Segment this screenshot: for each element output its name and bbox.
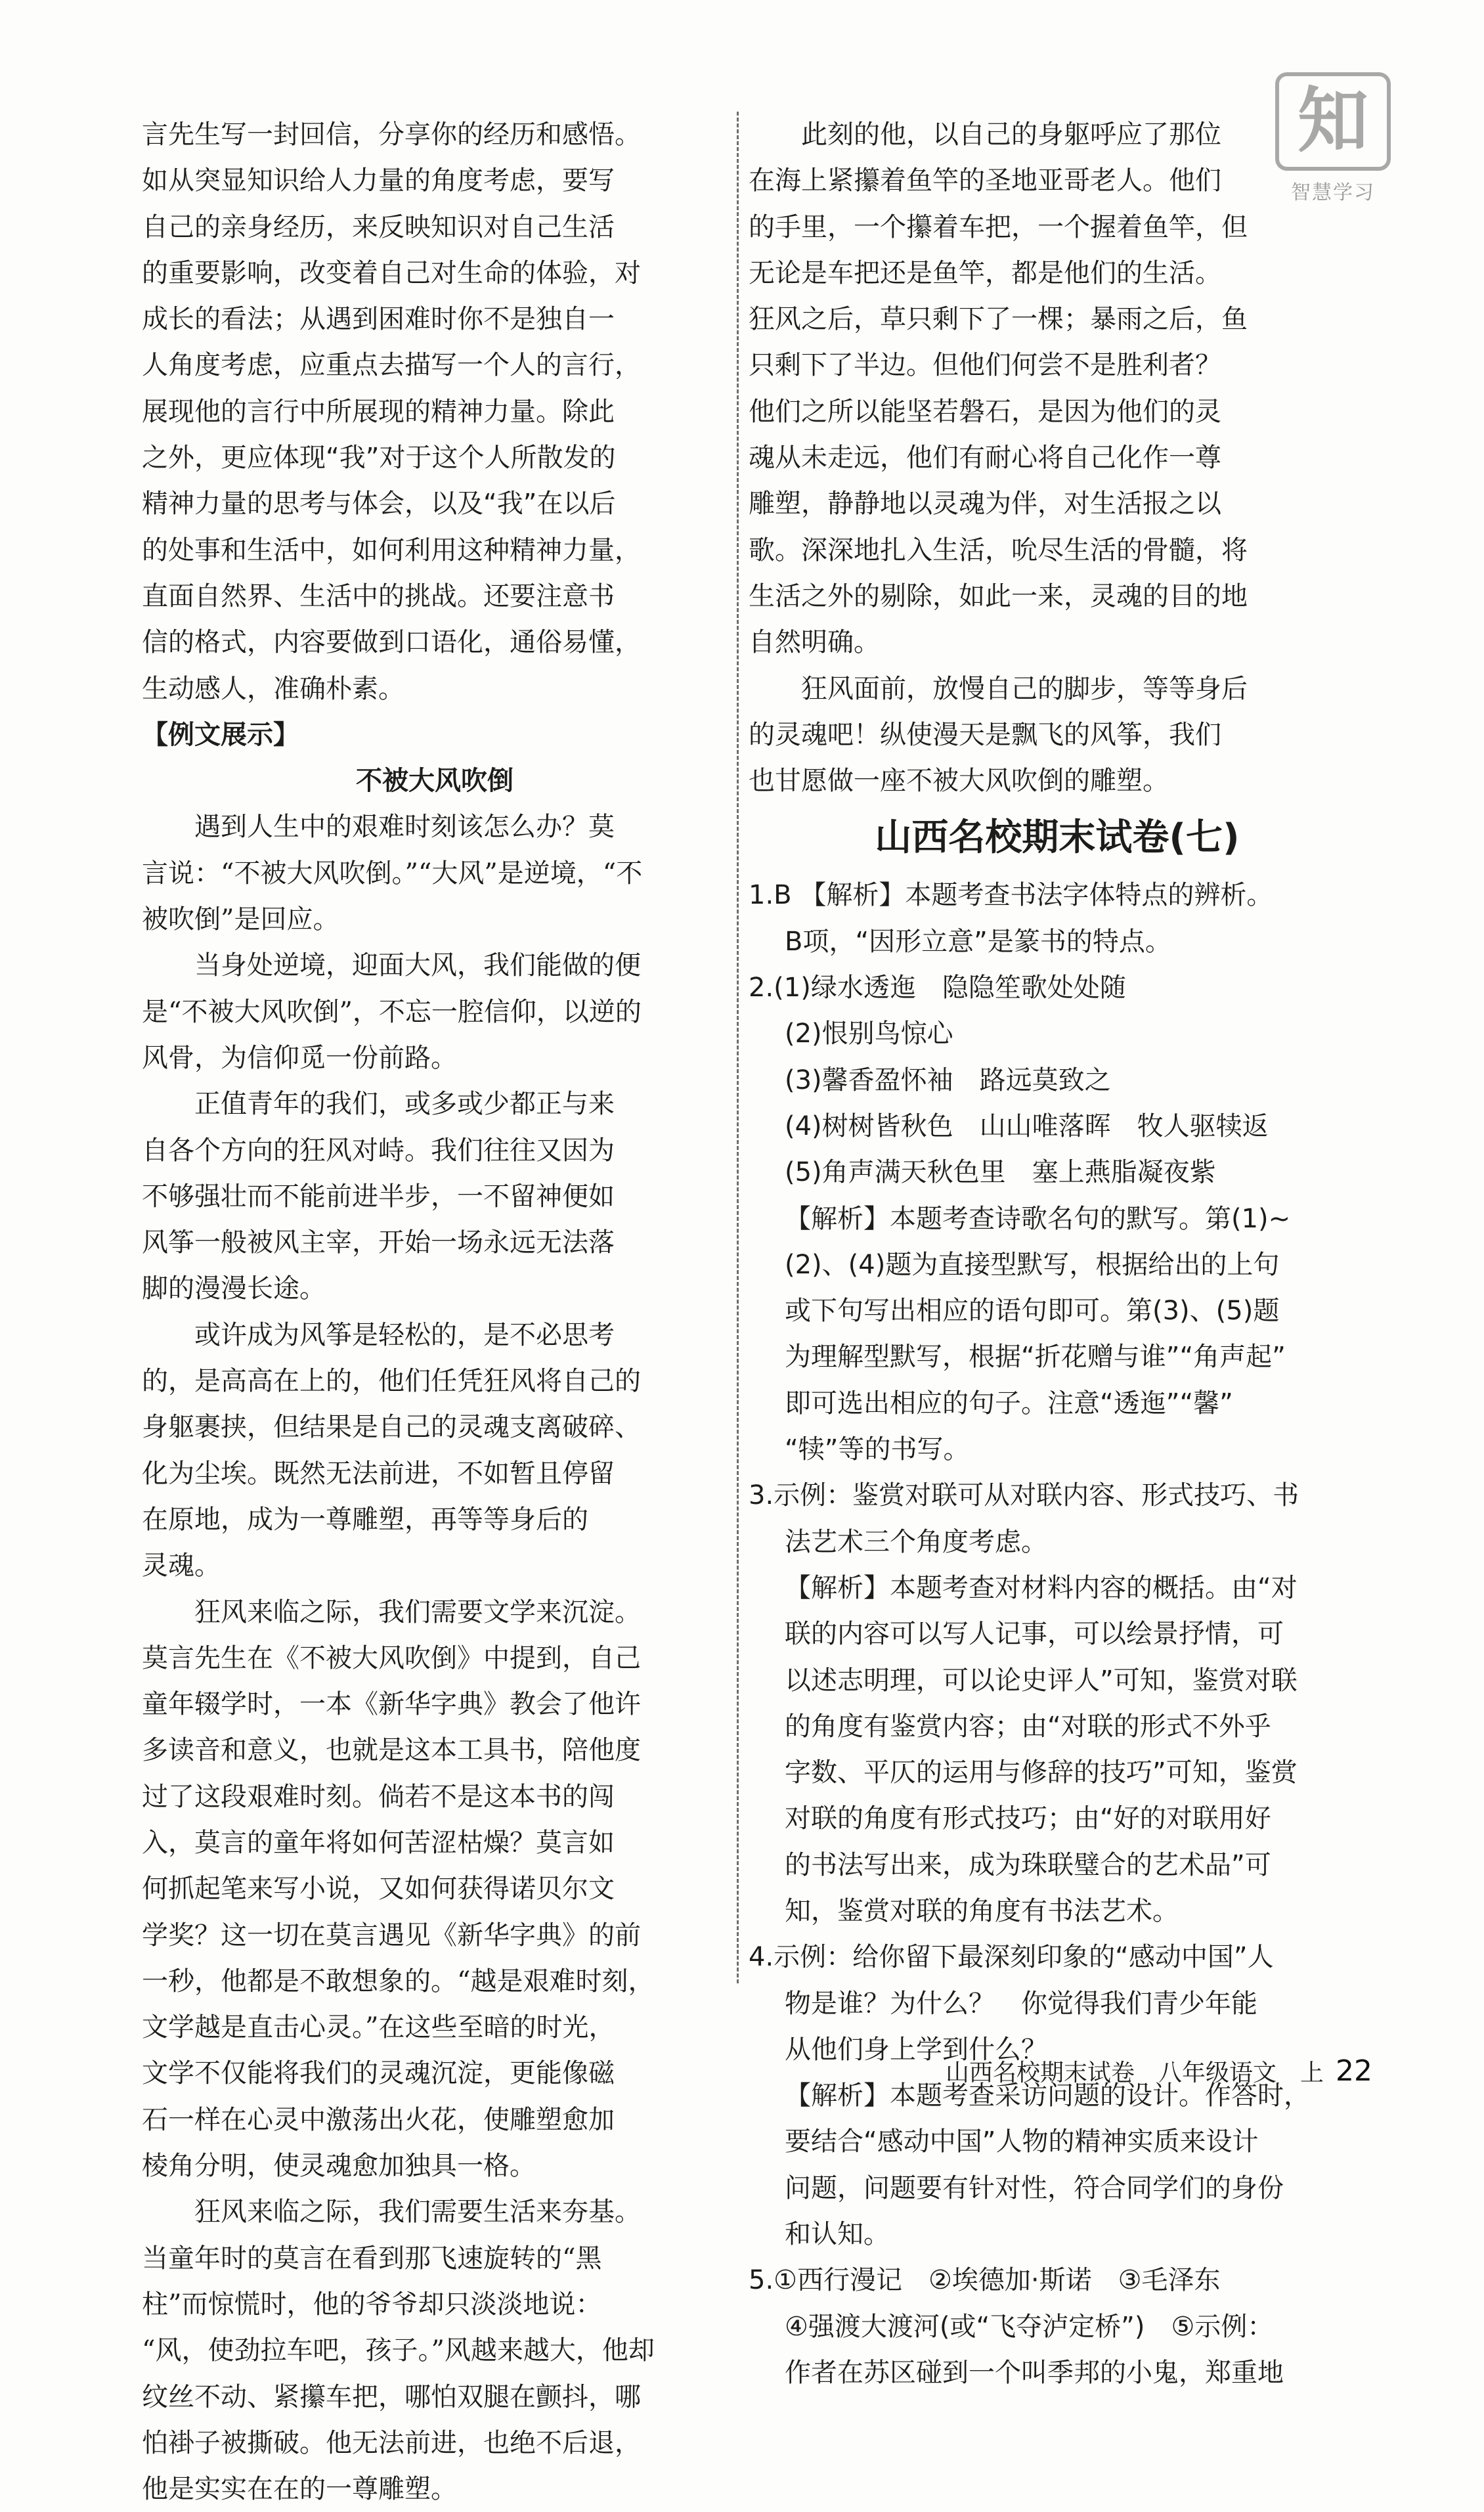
answer-line: 知，鉴赏对联的角度有书法艺术。: [785, 1895, 1179, 1926]
essay-line: 文学不仅能将我们的灵魂沉淀，更能像磁: [142, 2058, 615, 2089]
answer-line: (2)恨别鸟惊心: [785, 1019, 953, 1049]
essay-line: 被吹倒”是回应。: [142, 904, 339, 935]
essay-line: 言说：“不被大风吹倒。”“大风”是逆境，“不: [142, 858, 643, 889]
answer-line: B项，“因形立意”是篆书的特点。: [785, 926, 1171, 957]
intro-line: 之外，更应体现“我”对于这个人所散发的: [142, 443, 616, 474]
answer-line: 2.(1)绿水透迤 隐隐笙歌处处随: [749, 973, 1126, 1003]
intro-line: 的重要影响，改变着自己对生命的体验，对: [142, 257, 641, 288]
essay-line: 当身处逆境，迎面大风，我们能做的便: [194, 950, 641, 981]
intro-line: 展现他的言行中所展现的精神力量。除此: [142, 396, 615, 427]
essay-line: 的手里，一个攥着车把，一个握着鱼竿，但: [749, 211, 1248, 242]
answer-line: (5)角声满天秋色里 塞上燕脂凝夜紫: [785, 1157, 1216, 1188]
essay-line: 狂风之后，草只剩下了一棵；暴雨之后，鱼: [749, 304, 1248, 335]
exam-title: 山西名校期末试卷(七): [875, 816, 1240, 860]
essay-line: 脚的漫漫长途。: [142, 1273, 326, 1304]
essay-line: 正值青年的我们，或多或少都正与来: [194, 1089, 615, 1120]
intro-line: 言先生写一封回信，分享你的经历和感悟。: [142, 120, 641, 150]
intro-line: 人角度考虑，应重点去描写一个人的言行，: [142, 350, 641, 381]
essay-line: 莫言先生在《不被大风吹倒》中提到，自己: [142, 1642, 641, 1673]
essay-line: 棱角分明，使灵魂愈加独具一格。: [142, 2151, 536, 2182]
essay-line: 狂风来临之际，我们需要文学来沉淀。: [194, 1597, 641, 1627]
essay-line: 在海上紧攥着鱼竿的圣地亚哥老人。他们: [749, 165, 1221, 196]
essay-line: 入，莫言的童年将如何苦涩枯燥？莫言如: [142, 1827, 615, 1858]
essay-line: 身躯裹挟，但结果是自己的灵魂支离破碎、: [142, 1412, 641, 1443]
answer-line: (4)树树皆秋色 山山唯落晖 牧人驱犊返: [785, 1111, 1269, 1141]
essay-title: 不被大风吹倒: [356, 766, 513, 797]
intro-line: 自己的亲身经历，来反映知识对自己生活: [142, 211, 615, 242]
essay-line: 灵魂。: [142, 1551, 221, 1581]
essay-line: 当童年时的莫言在看到那飞速旋转的“黑: [142, 2243, 602, 2274]
answer-line: 要结合“感动中国”人物的精神实质来设计: [785, 2126, 1259, 2157]
essay-line: 在原地，成为一尊雕塑，再等等身后的: [142, 1504, 588, 1535]
answer-line: 为理解型默写，根据“折花赠与谁”“角声起”: [785, 1342, 1286, 1373]
essay-line: 化为尘埃。既然无法前进，不如暂且停留: [142, 1458, 615, 1489]
essay-line: 文学越是直击心灵。”在这些至暗的时光，: [142, 2012, 615, 2043]
essay-line: 不够强壮而不能前进半步，一不留神便如: [142, 1181, 615, 1212]
essay-line: 风骨，为信仰觅一份前路。: [142, 1042, 457, 1073]
essay-line: 风筝一般被风主宰，开始一场永远无法落: [142, 1227, 615, 1258]
answer-line: 作者在苏区碰到一个叫季邦的小鬼，郑重地: [785, 2357, 1284, 2388]
answer-line: “犊”等的书写。: [785, 1434, 970, 1465]
answer-line: 5.①西行漫记 ②埃德加·斯诺 ③毛泽东: [749, 2265, 1221, 2296]
answer-line: 4.示例：给你留下最深刻印象的“感动中国”人: [749, 1942, 1274, 1973]
footer-text: 山西名校期末试卷 八年级语文 上: [946, 2060, 1324, 2086]
essay-line: 怕褂子被撕破。他无法前进，也绝不后退，: [142, 2427, 641, 2458]
answer-line: 问题，问题要有针对性，符合同学们的身份: [785, 2172, 1284, 2203]
essay-line: 纹丝不动、紧攥车把，哪怕双腿在颤抖，哪: [142, 2381, 641, 2412]
essay-line: 他们之所以能坚若磐石，是因为他们的灵: [749, 396, 1221, 427]
page-footer: [946, 2052, 1379, 2091]
intro-line: 精神力量的思考与体会，以及“我”在以后: [142, 489, 616, 519]
answer-line: 的书法写出来，成为珠联璧合的艺术品”可: [785, 1849, 1271, 1880]
essay-line: 也甘愿做一座不被大风吹倒的雕塑。: [749, 766, 1169, 797]
essay-line: 一秒，他都是不敢想象的。“越是艰难时刻，: [142, 1966, 655, 1996]
intro-line: 信的格式，内容要做到口语化，通俗易懂，: [142, 627, 641, 658]
answer-line: 【解析】本题考查对材料内容的概括。由“对: [785, 1572, 1298, 1603]
answer-line: 【解析】本题考查采访问题的设计。作答时，: [785, 2081, 1310, 2111]
essay-line: 遇到人生中的艰难时刻该怎么办？莫: [194, 812, 615, 843]
essay-line: 童年辍学时，一本《新华字典》教会了他许: [142, 1689, 641, 1720]
answer-line: (3)馨香盈怀袖 路远莫致之: [785, 1065, 1111, 1095]
essay-line: 狂风来临之际，我们需要生活来夯基。: [194, 2197, 641, 2228]
essay-line: 自然明确。: [749, 627, 880, 658]
answer-line: 从他们身上学到什么？: [785, 2034, 1047, 2065]
answer-line: (2)、(4)题为直接型默写，根据给出的上句: [785, 1249, 1280, 1280]
essay-line: 生活之外的剔除，如此一来，灵魂的目的地: [749, 581, 1248, 611]
essay-line: 石一样在心灵中激荡出火花，使雕塑愈加: [142, 2104, 615, 2135]
answer-line: 法艺术三个角度考虑。: [785, 1526, 1047, 1557]
page-number: 22: [1336, 2054, 1373, 2088]
answer-line: 字数、平仄的运用与修辞的技巧”可知，鉴赏: [785, 1757, 1298, 1788]
essay-line: 的，是高高在上的，他们任凭狂风将自己的: [142, 1366, 641, 1397]
intro-line: 如从突显知识给人力量的角度考虑，要写: [142, 165, 615, 196]
essay-line: 自各个方向的狂风对峙。我们往往又因为: [142, 1135, 615, 1166]
answer-line: 1.B 【解析】本题考查书法字体特点的辨析。: [749, 880, 1273, 911]
essay-line: 的灵魂吧！纵使漫天是飘飞的风筝，我们: [749, 719, 1221, 750]
essay-line: “风，使劲拉车吧，孩子。”风越来越大，他却: [142, 2335, 655, 2366]
essay-line: 过了这段艰难时刻。倘若不是这本书的闯: [142, 1781, 615, 1812]
answer-line: 或下句写出相应的语句即可。第(3)、(5)题: [785, 1296, 1280, 1327]
answer-line: 物是谁？为什么？ 你觉得我们青少年能: [785, 1988, 1257, 2019]
essay-line: 多读音和意义，也就是这本工具书，陪他度: [142, 1735, 641, 1766]
answer-line: 联的内容可以写人记事，可以绘景抒情，可: [785, 1619, 1284, 1650]
essay-line: 狂风面前，放慢自己的脚步，等等身后: [801, 673, 1248, 704]
intro-line: 生动感人，准确朴素。: [142, 673, 404, 704]
essay-line: 学奖？这一切在莫言遇见《新华字典》的前: [142, 1920, 641, 1950]
watermark-caption: 智慧学习: [1291, 181, 1375, 204]
answer-line: 以述志明理，可以论史评人”可知，鉴赏对联: [785, 1665, 1298, 1696]
essay-line: 只剩下了半边。但他们何尝不是胜利者？: [749, 350, 1221, 381]
answer-line: 【解析】本题考查诗歌名句的默写。第(1)~: [785, 1203, 1291, 1234]
left-column: [142, 112, 728, 2512]
essay-line: 歌。深深地扎入生活，吮尽生活的骨髓，将: [749, 535, 1248, 565]
answer-line: ④强渡大渡河(或“飞夺泸定桥”) ⑤示例：: [785, 2311, 1274, 2342]
essay-line: 此刻的他，以自己的身躯呼应了那位: [801, 120, 1221, 150]
essay-line: 魂从未走远，他们有耐心将自己化作一尊: [749, 443, 1221, 474]
essay-line: 何抓起笔来写小说，又如何获得诺贝尔文: [142, 1874, 615, 1905]
answer-line: 和认知。: [785, 2219, 890, 2250]
section-tag: 【例文展示】: [142, 719, 299, 750]
book-logo-icon: 知: [1275, 72, 1391, 171]
essay-line: 是“不被大风吹倒”，不忘一腔信仰，以逆的: [142, 996, 642, 1027]
essay-line: 无论是车把还是鱼竿，都是他们的生活。: [749, 257, 1221, 288]
answer-line: 对联的角度有形式技巧；由“好的对联用好: [785, 1803, 1271, 1834]
essay-line: 他是实实在在的一尊雕塑。: [142, 2474, 457, 2505]
answer-line: 3.示例：鉴赏对联可从对联内容、形式技巧、书: [749, 1480, 1299, 1511]
intro-line: 直面自然界、生活中的挑战。还要注意书: [142, 581, 615, 611]
intro-line: 成长的看法；从遇到困难时你不是独自一: [142, 304, 615, 335]
column-divider: [737, 112, 739, 1983]
essay-line: 或许成为风筝是轻松的，是不必思考: [194, 1319, 615, 1350]
essay-line: 柱”而惊慌时，他的爷爷却只淡淡地说：: [142, 2289, 602, 2320]
answer-line: 的角度有鉴赏内容；由“对联的形式不外乎: [785, 1711, 1271, 1742]
answer-line: 即可选出相应的句子。注意“透迤”“馨”: [785, 1388, 1233, 1419]
intro-line: 的处事和生活中，如何利用这种精神力量，: [142, 535, 641, 565]
essay-line: 雕塑，静静地以灵魂为伴，对生活报之以: [749, 489, 1221, 519]
